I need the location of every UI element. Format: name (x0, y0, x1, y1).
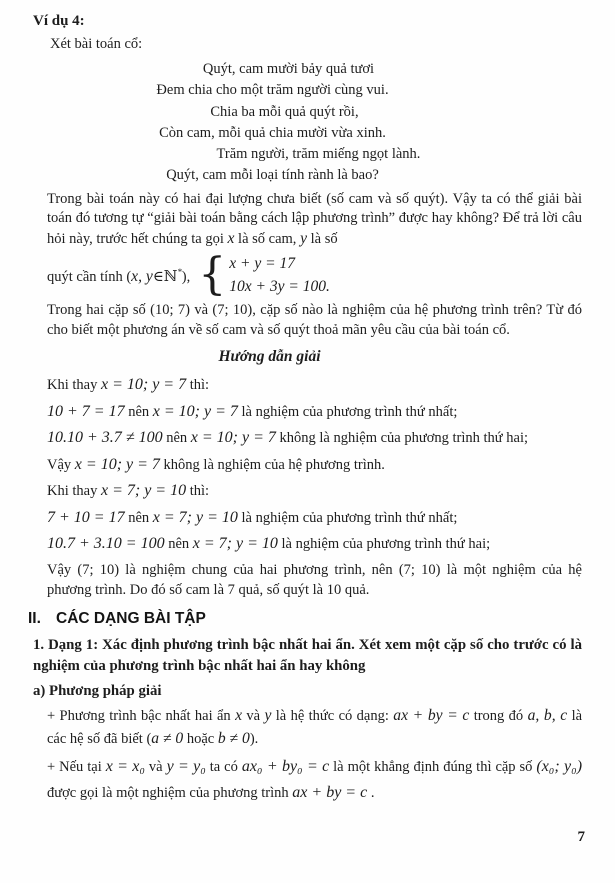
math-segment: x (235, 707, 242, 725)
poem-line: Đem chia cho một trăm người cùng vui. (156, 82, 389, 99)
text-segment: không là nghiệm của phương trình thứ hai; (275, 430, 529, 447)
math-vars: x, y (131, 268, 153, 286)
math-var-y: y (300, 229, 307, 247)
text-segment: . (367, 785, 375, 802)
math-segment: x = 7; y = 10 (152, 508, 238, 526)
poem-line: Quýt, cam mười bảy quả tươi (202, 61, 375, 77)
math-segment: b ≠ 0 (217, 729, 250, 747)
equation-system-row (47, 251, 582, 299)
text-segment: hoặc (183, 730, 218, 747)
method-title: a) Phương pháp giải (33, 683, 162, 700)
method-bullet-1 (47, 705, 582, 750)
text-segment: + Phương trình bậc nhất hai ẩn (47, 708, 236, 725)
system-intro (47, 263, 190, 288)
math-segment: ax + by = c (292, 784, 368, 802)
math-segment: x = 7; y = 10 (192, 535, 278, 553)
text-segment: Vậy (47, 456, 75, 473)
math-segment: (x₀; y₀) (536, 758, 583, 776)
text-segment: Khi thay (47, 483, 101, 500)
system-text: ), (181, 269, 191, 286)
equation-stack (229, 252, 330, 298)
conclusion-paragraph: Vậy (7; 10) là nghiệm chung của hai phương trình, nên (7; 10) là một nghiệm của hệ phương trình. Do đó số cam là 7 quả, số quýt là 10 quả. (47, 561, 582, 598)
math-segment: ax₀ + by₀ = c (241, 758, 330, 776)
math-segment: 7 + 10 = 17 (47, 508, 125, 526)
solution-line (47, 425, 582, 452)
math-segment: 10 + 7 = 17 (47, 402, 125, 420)
text-segment: là nghiệm của phương trình thứ hai; (277, 536, 491, 553)
intro-text: là số cam, (234, 230, 301, 247)
text-segment: ). (249, 730, 259, 747)
math-segment: 10.7 + 3.10 = 100 (47, 535, 165, 553)
section-heading-text: CÁC DẠNG BÀI TẬP (56, 609, 206, 627)
question-paragraph: Trong hai cặp số (10; 7) và (7; 10), cặp số nào là nghiệm của hệ phương trình trên? Từ đó cho biết một phương án về số cam và số quýt thoả mãn yêu cầu của bài toán cổ. (47, 302, 582, 338)
text-segment: được gọi là một nghiệm của phương trình (47, 785, 293, 802)
text-segment: là hệ thức có dạng: (271, 708, 394, 725)
solution-line (47, 452, 582, 479)
solution-heading: Hướng dẫn giải (218, 348, 321, 366)
equation-1: x + y = 17 (229, 255, 295, 273)
poem-block (33, 59, 512, 187)
poem-line: Trăm người, trăm miếng ngọt lành. (216, 146, 421, 163)
intro-paragraph (47, 190, 582, 250)
text-segment: Khi thay (47, 377, 101, 394)
equation-2: 10x + 3y = 100. (229, 278, 330, 296)
math-segment: x = 10; y = 7 (152, 402, 238, 420)
text-segment: ta có (205, 759, 242, 776)
text-segment: + Nếu tại (47, 759, 106, 776)
math-segment: x = 10; y = 7 (74, 455, 160, 473)
solution-line (47, 505, 582, 532)
example-title: Ví dụ 4: (33, 13, 85, 29)
text-segment: thì: (186, 377, 210, 394)
dang1-title: 1. Dạng 1: Xác định phương trình bậc nhất hai ẩn. Xét xem một cặp số cho trước có là nghiệm của phương trình bậc nhất hai ẩn hay không (33, 637, 582, 674)
text-segment: thì: (186, 483, 210, 500)
math-segment: y = y₀ (166, 758, 206, 776)
math-var-x: x (227, 229, 235, 247)
solution-line (47, 478, 582, 505)
math-segment: a ≠ 0 (151, 729, 184, 747)
math-segment: x = 10; y = 7 (190, 429, 276, 447)
intro-text: là số (306, 230, 338, 247)
text-segment: và (241, 708, 265, 725)
solution-line (47, 399, 582, 426)
left-brace-symbol: { (198, 249, 227, 301)
text-segment: và (144, 759, 167, 776)
text-segment: nên (162, 430, 191, 447)
poem-line: Quýt, cam mỗi loại tính rành là bao? (166, 167, 379, 184)
text-segment: nên (124, 509, 153, 526)
text-segment: là một khẳng định đúng thì cặp số (329, 759, 537, 776)
text-segment: nên (164, 536, 193, 553)
math-segment: x = 10; y = 7 (100, 376, 187, 394)
intro-text: Trong bài toán này có hai đại lượng chưa biết (số cam và số quýt). Vậy ta có thể giải bài toán đó tương tự “giải bài toán bằng cách lập phương trình” được hay không? Để trả lời câu hỏi này, trước hết chúng ta gọi (47, 190, 582, 247)
text-segment: là nghiệm của phương trình thứ nhất; (237, 509, 458, 526)
poem-line: Chia ba mỗi quả quýt rồi, (210, 103, 359, 120)
star-superscript: * (177, 267, 182, 278)
text-segment: không là nghiệm của hệ phương trình. (159, 456, 385, 473)
solution-line (47, 372, 582, 399)
math-segment: 10.10 + 3.7 ≠ 100 (47, 429, 163, 447)
math-segment: y (264, 707, 272, 725)
math-segment: ax + by = c (393, 707, 470, 725)
method-bullet-2 (47, 754, 582, 806)
section-marker: II. (28, 609, 41, 627)
page-number: 7 (577, 828, 585, 845)
text-segment: là nghiệm của phương trình thứ nhất; (237, 403, 458, 420)
text-segment: nên (124, 403, 153, 420)
natural-numbers-symbol: ∈ℕ (152, 269, 178, 286)
solution-line (47, 531, 582, 558)
math-segment: a, b, c (527, 707, 568, 725)
math-segment: x = x₀ (105, 758, 145, 776)
poem-line: Còn cam, mỗi quả chia mười vừa xinh. (159, 124, 386, 141)
system-text: quýt cần tính ( (47, 269, 132, 286)
example-subtitle: Xét bài toán cổ: (50, 35, 143, 52)
section-heading (28, 609, 582, 629)
math-segment: x = 7; y = 10 (100, 482, 187, 500)
text-segment: trong đó (469, 708, 528, 725)
text-segment: là các hệ số đã biết ( (47, 708, 583, 747)
